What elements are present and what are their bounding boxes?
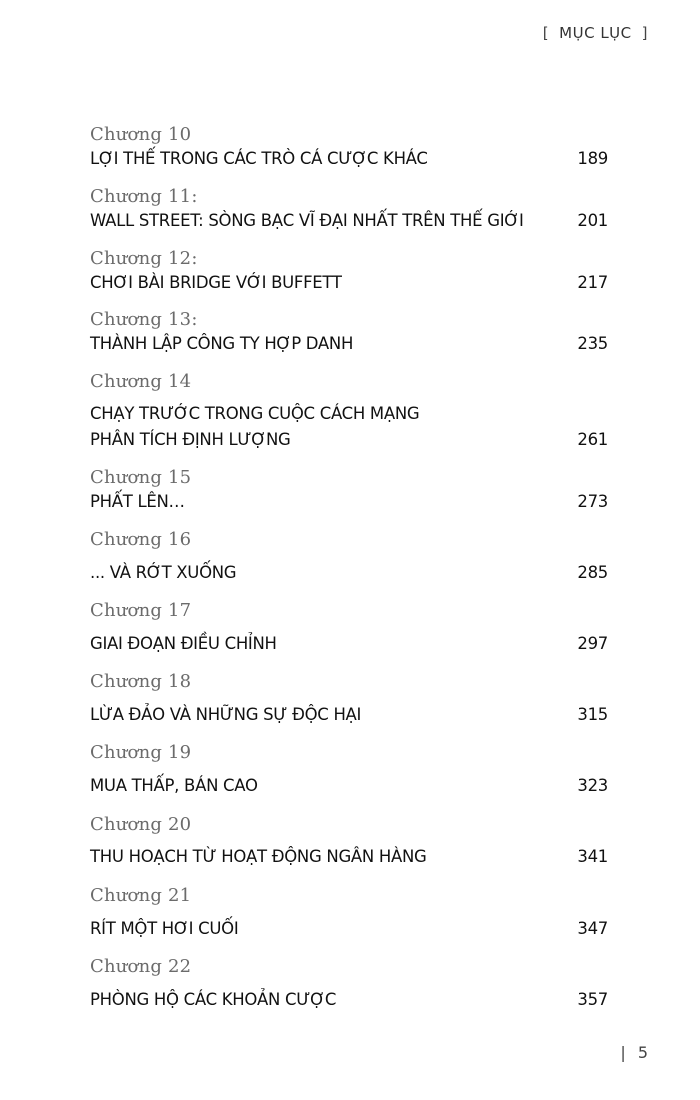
chapter-title: [90, 987, 550, 1013]
page-ref: 297: [577, 634, 608, 653]
chapter-label: Chương 16: [90, 529, 192, 550]
header-bracket-open: [: [542, 24, 550, 42]
page-ref: 273: [577, 492, 608, 511]
chapter-title: [90, 146, 550, 172]
page-ref: 217: [577, 273, 608, 292]
chapter-title: [90, 916, 550, 942]
chapter-title-line: THU HOẠCH TỪ HOẠT ĐỘNG NGÂN HÀNG: [90, 847, 427, 866]
page-ref: 201: [577, 211, 608, 230]
chapter-label: Chương 14: [90, 371, 192, 392]
chapter-label: Chương 10: [90, 124, 192, 145]
page-ref: 315: [577, 705, 608, 724]
chapter-title-line: WALL STREET: SÒNG BẠC VĨ ĐẠI NHẤT TRÊN THẾ GIỚI: [90, 211, 524, 230]
page-ref: 357: [577, 990, 608, 1009]
chapter-title-line: PHÂN TÍCH ĐỊNH LƯỢNG: [90, 430, 291, 449]
page-ref: 341: [577, 847, 608, 866]
chapter-title: [90, 489, 550, 515]
chapter-label: Chương 20: [90, 814, 192, 835]
page-number: 5: [637, 1043, 648, 1062]
chapter-title-line: THÀNH LẬP CÔNG TY HỢP DANH: [90, 334, 354, 353]
chapter-title-line: PHÒNG HỘ CÁC KHOẢN CƯỢC: [90, 990, 337, 1009]
chapter-title: [90, 844, 550, 870]
chapter-title-line: LỪA ĐẢO VÀ NHỮNG SỰ ĐỘC HẠI: [90, 705, 362, 724]
page-ref: 347: [577, 919, 608, 938]
running-header: [543, 24, 648, 42]
page-ref: 235: [577, 334, 608, 353]
chapter-label: Chương 12:: [90, 248, 198, 269]
footer-separator: |: [620, 1043, 626, 1062]
chapter-title-line: PHẤT LÊN…: [90, 492, 185, 511]
page-ref: 323: [577, 776, 608, 795]
chapter-title: [90, 631, 550, 657]
page-ref: 285: [577, 563, 608, 582]
chapter-label: Chương 17: [90, 600, 192, 621]
chapter-label: Chương 21: [90, 885, 192, 906]
chapter-label: Chương 15: [90, 467, 192, 488]
chapter-title-line: RÍT MỘT HƠI CUỐI: [90, 919, 239, 938]
chapter-title: [90, 560, 550, 586]
chapter-label: Chương 22: [90, 956, 192, 977]
page-footer: [620, 1043, 648, 1062]
chapter-title-line: CHẠY TRƯỚC TRONG CUỘC CÁCH MẠNG: [90, 404, 420, 423]
chapter-label: Chương 19: [90, 742, 192, 763]
chapter-title-line: LỢI THẾ TRONG CÁC TRÒ CÁ CƯỢC KHÁC: [90, 149, 428, 168]
chapter-label: Chương 18: [90, 671, 192, 692]
chapter-title: [90, 270, 550, 296]
header-bracket-close: ]: [641, 24, 648, 42]
chapter-title-line: CHƠI BÀI BRIDGE VỚI BUFFETT: [90, 273, 342, 292]
page-ref: 261: [577, 430, 608, 449]
chapter-title: [90, 331, 550, 357]
chapter-title: [90, 773, 550, 799]
chapter-label: Chương 11:: [90, 186, 198, 207]
chapter-title: [90, 401, 550, 453]
chapter-title-line: ... VÀ RỚT XUỐNG: [90, 563, 237, 582]
chapter-title: [90, 208, 550, 234]
chapter-title-line: MUA THẤP, BÁN CAO: [90, 776, 258, 795]
page-ref: 189: [577, 149, 608, 168]
chapter-title-line: GIAI ĐOẠN ĐIỀU CHỈNH: [90, 634, 277, 653]
chapter-label: Chương 13:: [90, 309, 198, 330]
chapter-title: [90, 702, 550, 728]
header-label: MỤC LỤC: [559, 24, 632, 42]
